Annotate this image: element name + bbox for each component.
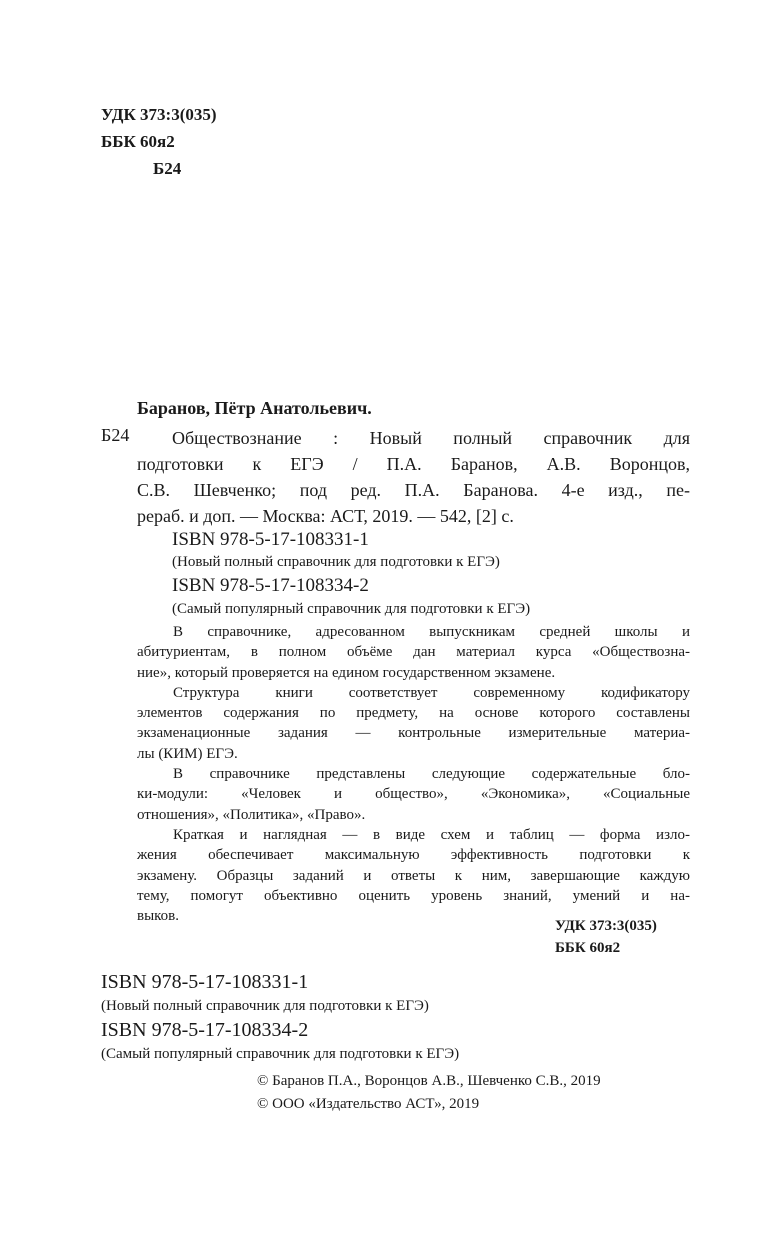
entry-line: рераб. и доп. — Москва: АСТ, 2019. — 542, [2] с.	[137, 506, 514, 526]
isbn-note: (Новый полный справочник для подготовки к ЕГЭ)	[101, 998, 429, 1014]
bbk-code: ББК 60я2	[101, 132, 175, 151]
abstract-paragraph	[137, 622, 690, 683]
abstract-line: жения обеспечивает максимальную эффективность подготовки к	[137, 847, 690, 864]
copyright-line: © ООО «Издательство АСТ», 2019	[257, 1096, 480, 1112]
abstract-line: отношения», «Политика», «Право».	[137, 806, 366, 823]
isbn-note: (Самый популярный справочник для подготовки к ЕГЭ)	[101, 1046, 460, 1062]
entry-line: С.В. Шевченко; под ред. П.А. Баранова. 4-е изд., пе-	[137, 480, 690, 500]
isbn-number: ISBN 978-5-17-108331-1	[172, 529, 369, 550]
abstract-line: экзамену. Образцы заданий и ответы к ним, завершающие каждую	[137, 867, 690, 884]
footer-isbn-list	[101, 970, 459, 1065]
entry-line: подготовки к ЕГЭ / П.А. Баранов, А.В. Воронцов,	[137, 454, 690, 474]
author-heading: Баранов, Пётр Анатольевич.	[137, 398, 372, 418]
abstract-line: В справочнике представлены следующие содержательные бло-	[173, 766, 690, 783]
isbn-note: (Самый популярный справочник для подготовки к ЕГЭ)	[172, 601, 531, 617]
entry-line: Обществознание : Новый полный справочник для	[172, 428, 690, 448]
abstract-paragraph	[137, 825, 690, 926]
abstract-line: Структура книги соответствует современному кодификатору	[173, 684, 690, 701]
copyright-block	[257, 1070, 601, 1116]
abstract-line: Краткая и наглядная — в виде схем и таблиц — форма изло-	[173, 826, 690, 843]
entry-isbn-list	[172, 528, 530, 620]
entry-author-mark: Б24	[101, 425, 130, 445]
abstract-paragraph	[137, 764, 690, 825]
isbn-number: ISBN 978-5-17-108334-2	[101, 1019, 309, 1041]
copyright-line: © Баранов П.А., Воронцов А.В., Шевченко С.В., 2019	[257, 1073, 601, 1089]
abstract-paragraph	[137, 683, 690, 764]
isbn-number: ISBN 978-5-17-108334-2	[172, 575, 369, 596]
abstract-line: В справочнике, адресованном выпускникам средней школы и	[173, 624, 690, 640]
abstract-line: тему, помогут объективно оценить уровень знаний, умений и на-	[137, 887, 690, 904]
author-mark: Б24	[153, 159, 182, 178]
abstract-line: экзаменационные задания — контрольные измерительные материа-	[137, 725, 690, 742]
abstract-line: лы (КИМ) ЕГЭ.	[137, 745, 238, 762]
udk-code: УДК 373:3(035)	[555, 918, 657, 934]
catalog-entry-description	[137, 425, 690, 529]
isbn-note: (Новый полный справочник для подготовки к ЕГЭ)	[172, 554, 500, 570]
header-classification-codes	[101, 101, 217, 182]
abstract-line: элементов содержания по предмету, на основе которого составлены	[137, 705, 690, 722]
abstract-line: ки-модули: «Человек и общество», «Экономика», «Социальные	[137, 786, 690, 803]
isbn-number: ISBN 978-5-17-108331-1	[101, 971, 309, 993]
abstract-line: ние», который проверяется на едином государственном экзамене.	[137, 664, 556, 681]
bbk-code: ББК 60я2	[555, 940, 621, 956]
abstract-line: абитуриентам, в полном объёме дан материал курса «Обществозна-	[137, 644, 690, 661]
udk-code: УДК 373:3(035)	[101, 105, 217, 124]
abstract-line: выков.	[137, 908, 180, 925]
abstract	[137, 622, 690, 926]
footer-classification-codes	[555, 915, 657, 959]
